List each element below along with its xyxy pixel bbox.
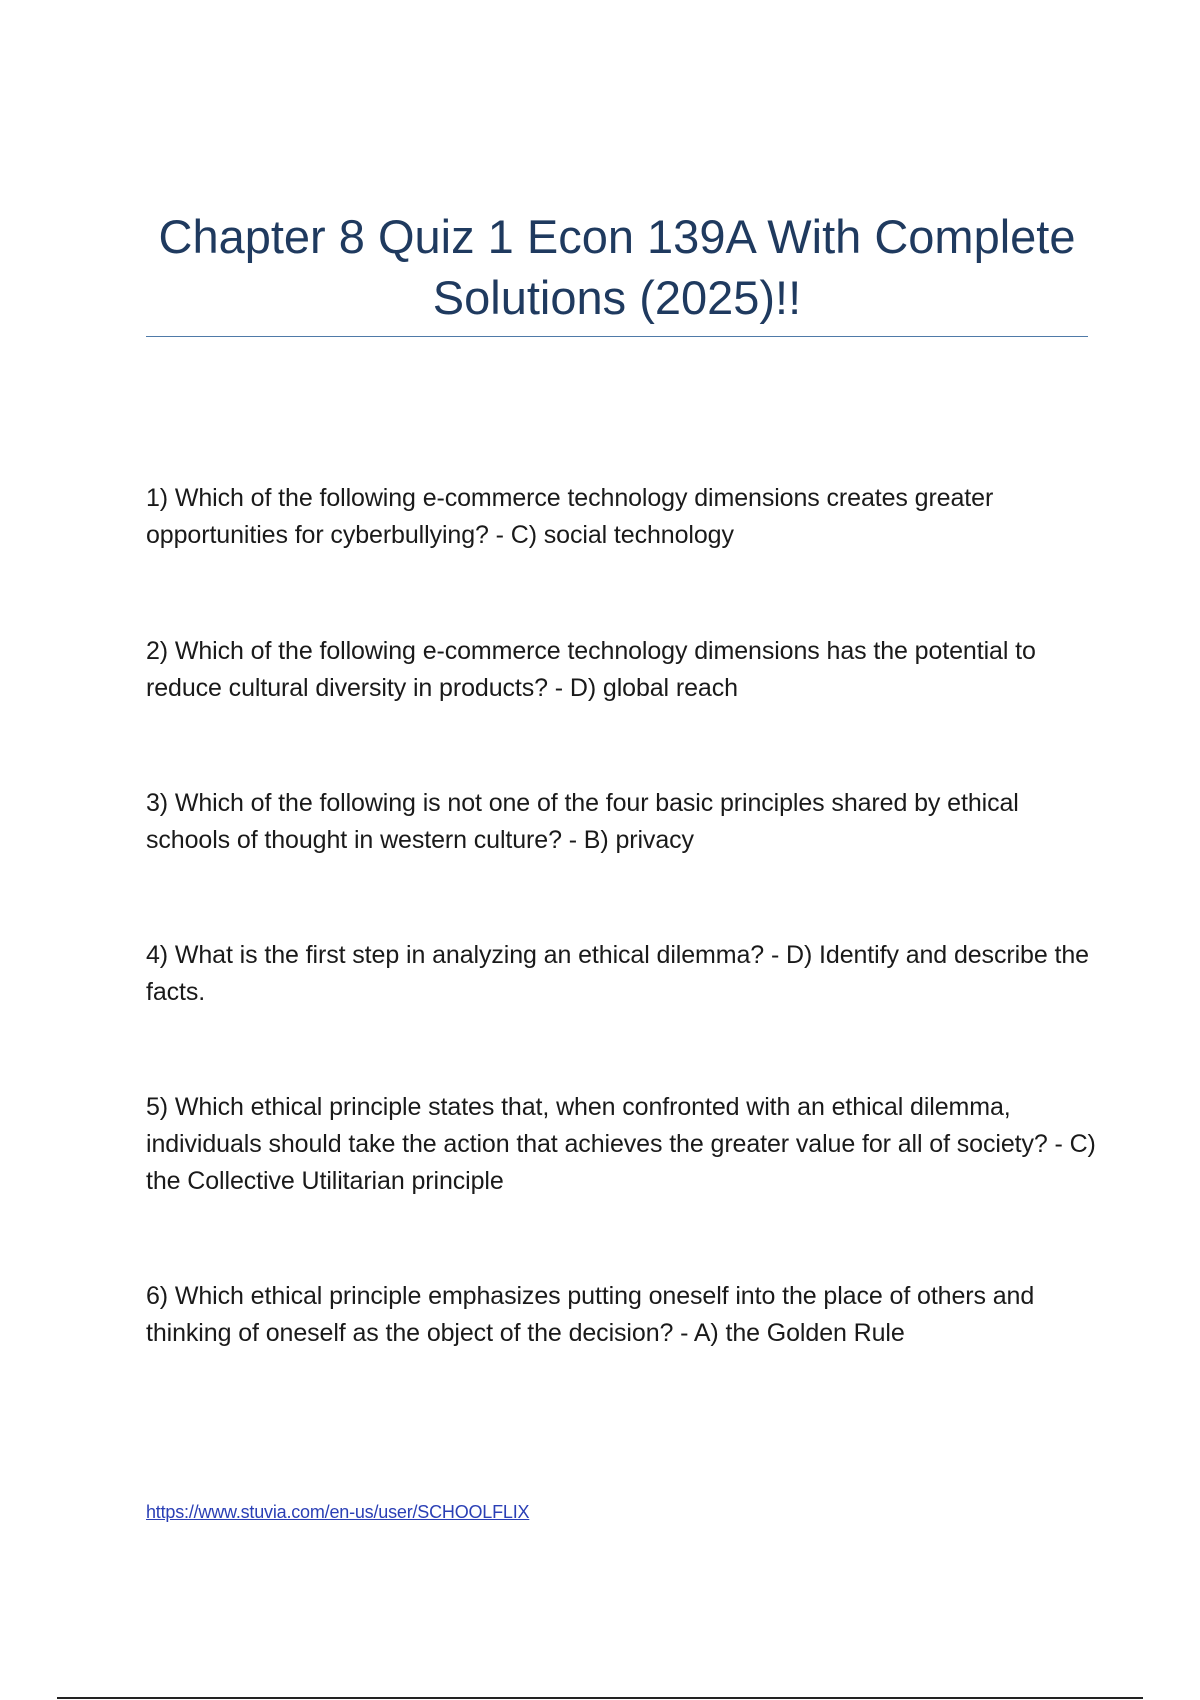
question-4: 4) What is the first step in analyzing an ethical dilemma? - D) Identify and describe the facts. (146, 941, 1089, 1006)
question-5: 5) Which ethical principle states that, when confronted with an ethical dilemma, individuals should take the action that achieves the greater value for all of society? - C) the Collective Utilitarian principle (146, 1093, 1096, 1195)
question-2: 2) Which of the following e-commerce technology dimensions has the potential to reduce cultural diversity in products? - D) global reach (146, 637, 1036, 702)
question-3: 3) Which of the following is not one of the four basic principles shared by ethical schools of thought in western culture? - B) privacy (146, 789, 1019, 854)
question-list (146, 480, 1106, 1352)
title-divider (146, 336, 1088, 337)
page-title: Chapter 8 Quiz 1 Econ 139A With Complete Solutions (2025)!! (158, 210, 1076, 324)
footer-divider (57, 1697, 1143, 1699)
title-block (146, 206, 1088, 328)
question-6: 6) Which ethical principle emphasizes putting oneself into the place of others and thinking of oneself as the object of the decision? - A) the Golden Rule (146, 1282, 1035, 1347)
question-1: 1) Which of the following e-commerce technology dimensions creates greater opportunities for cyberbullying? - C) social technology (146, 484, 994, 549)
footer-link[interactable]: https://www.stuvia.com/en-us/user/SCHOOLFLIX (146, 1502, 530, 1522)
